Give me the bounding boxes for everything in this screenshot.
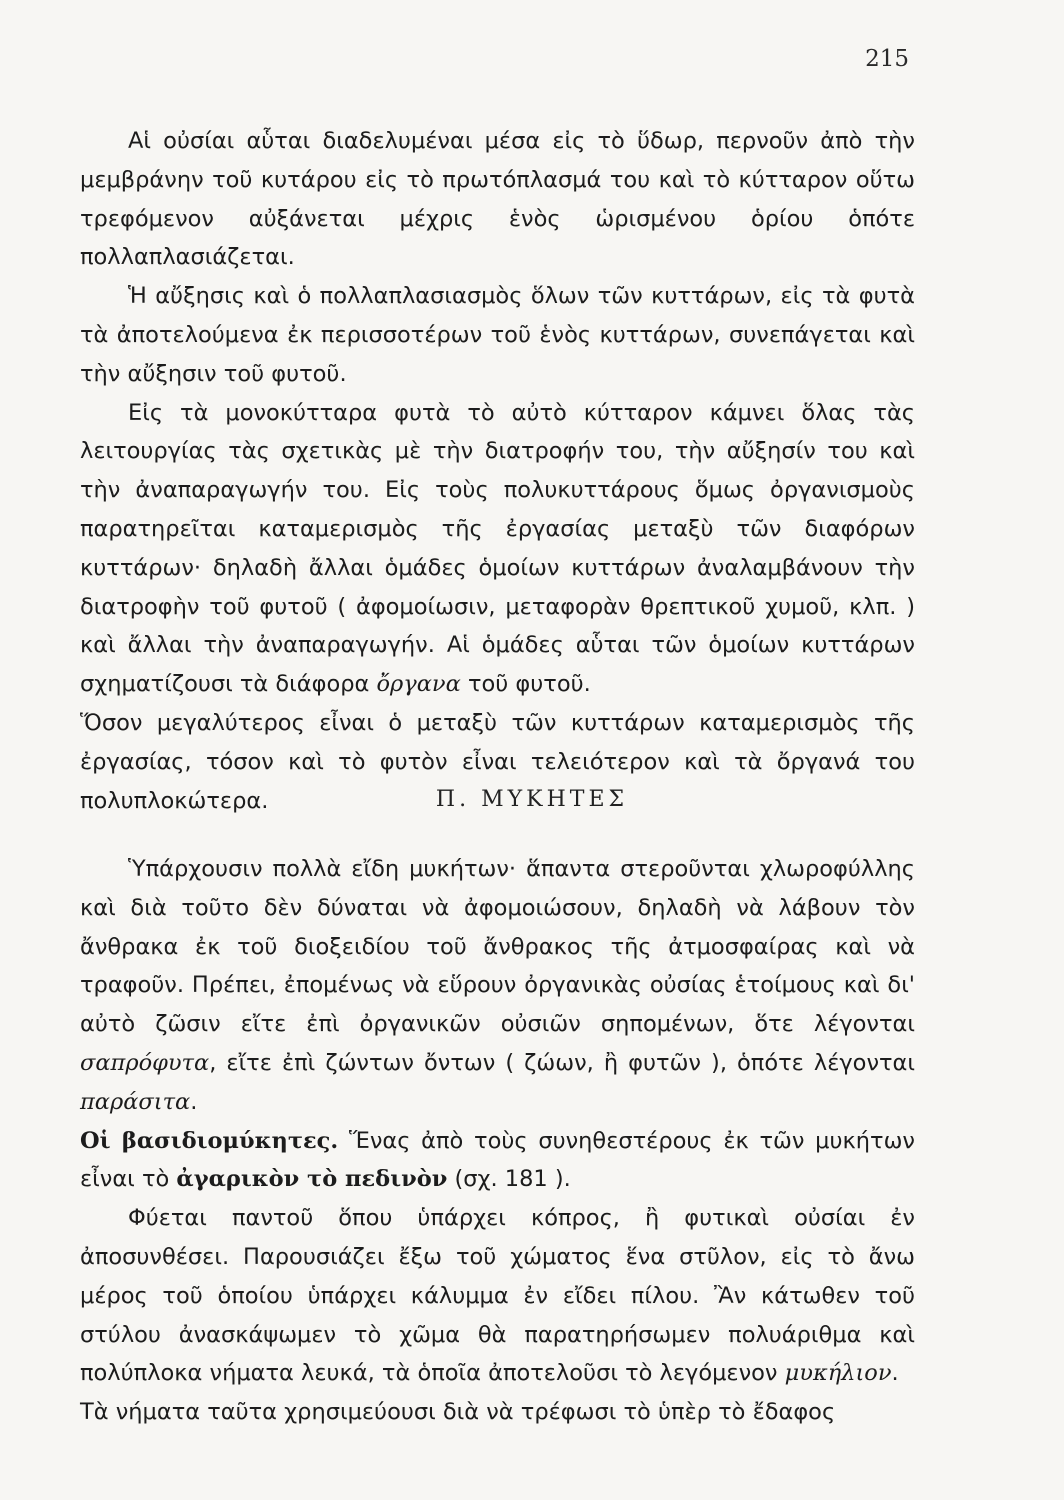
term-mycelium: μυκήλιον	[784, 1360, 892, 1387]
page-number: 215	[865, 46, 909, 72]
text-block-fungi	[80, 850, 915, 1432]
text-run: Ἕνας ἀπὸ τοὺς συνηθεστέρους ἐκ τῶν μυκήτων εἶναι τὸ	[80, 1127, 915, 1193]
text-run: .	[190, 1088, 198, 1115]
term-organs: ὄργανα	[376, 671, 461, 698]
paragraph-threads: Τὰ νήματα ταῦτα χρησιμεύουσι διὰ νὰ τρέφωσι τὸ ὑπὲρ τὸ ἔδαφος	[80, 1399, 836, 1426]
text-run: (σχ. 181 ).	[447, 1166, 571, 1193]
text-run: Ὑπάρχουσιν πολλὰ εἴδη μυκήτων· ἅπαντα στεροῦνται χλωροφύλλης καὶ διὰ τοῦτο δὲν δύναται νὰ ἀφομοιώσουν, δηλαδὴ νὰ λάβουν τὸν ἄνθρακα ἐκ τοῦ διοξειδίου τοῦ ἄνθρακος τῆς ἀτμοσφαίρας καὶ νὰ τραφοῦν. Πρέπει, ἐπομένως νὰ εὕρουν ὀργανικὰς οὐσίας ἑτοίμους καὶ δι' αὐτὸ ζῶσιν εἴτε ἐπὶ ὀργανικῶν οὐσιῶν σηπομένων, ὅτε λέγονται	[80, 856, 915, 1038]
subheading-basidiomycetes: Οἱ βασιδιομύκητες.	[80, 1127, 339, 1154]
text-run: , εἴτε ἐπὶ ζώντων ὄντων ( ζώων, ἢ φυτῶν ), ὁπότε λέγονται	[209, 1049, 915, 1076]
text-run: .	[891, 1360, 899, 1387]
paragraph-complexity: Ὅσον μεγαλύτερος εἶναι ὁ μεταξὺ τῶν κυττάρων καταμερισμὸς τῆς ἐργασίας, τόσον καὶ τὸ φυτὸν εἶναι τελειότερον καὶ τὰ ὄργανά του πολυπλοκώτερα.	[80, 709, 915, 814]
term-parasites: παράσιτα	[80, 1088, 191, 1115]
term-agaricus: ἀγαρικὸν τὸ πεδινὸν	[176, 1166, 448, 1193]
section-heading: Π. ΜΥΚΗΤΕΣ	[435, 787, 629, 812]
paragraph-basidiomycetes	[80, 1122, 915, 1200]
text-run: Εἰς τὰ μονοκύτταρα φυτὰ τὸ αὐτὸ κύτταρον κάμνει ὅλας τὰς λειτουργίας τὰς σχετικὰς μὲ τὴν διατροφήν του, τὴν αὔξησίν του καὶ τὴν ἀναπαραγωγήν του. Εἰς τοὺς πολυκυττάρους ὅμως ὀργανισμοὺς παρατηρεῖται καταμερισμὸς τῆς ἐργασίας μεταξὺ τῶν διαφόρων κυττάρων· δηλαδὴ ἄλλαι ὁμάδες ὁμοίων κυττάρων ἀναλαμβάνουν τὴν διατροφὴν τοῦ φυτοῦ ( ἀφομοίωσιν, μεταφορὰν θρεπτικοῦ χυμοῦ, κλπ. ) καὶ ἄλλαι τὴν ἀναπαραγωγήν. Αἱ ὁμάδες αὗται τῶν ὁμοίων κυττάρων σχηματίζουσι τὰ διάφορα	[80, 399, 915, 698]
paragraph-substances: Αἱ οὐσίαι αὗται διαδελυμέναι μέσα εἰς τὸ ὕδωρ, περνοῦν ἀπὸ τὴν μεμβράνην τοῦ κυτάρου εἰς τὸ πρωτόπλασμά του καὶ τὸ κύτταρον οὕτω τρεφόμενον αὐξάνεται μέχρις ἑνὸς ὡρισμένου ὁρίου ὁπότε πολλαπλασιάζεται.	[80, 128, 915, 271]
text-run: Φύεται παντοῦ ὅπου ὑπάρχει κόπρος, ἢ φυτικαὶ οὐσίαι ἐν ἀποσυνθέσει. Παρουσιάζει ἔξω τοῦ χώματος ἕνα στῦλον, εἰς τὸ ἄνω μέρος τοῦ ὁποίου ὑπάρχει κάλυμμα ἐν εἴδει πίλου. Ἂν κάτωθεν τοῦ στύλου ἀνασκάψωμεν τὸ χῶμα θὰ παρατηρήσωμεν πολυάριθμα καὶ πολύπλοκα νήματα λευκά, τὰ ὁποῖα ἀποτελοῦσι τὸ λεγόμενον	[80, 1205, 915, 1387]
paragraph-growth: Ἡ αὔξησις καὶ ὁ πολλαπλασιασμὸς ὅλων τῶν κυττάρων, εἰς τὰ φυτὰ τὰ ἀποτελούμενα ἐκ περισσοτέρων τοῦ ἑνὸς κυττάρων, συνεπάγεται καὶ τὴν αὔξησιν τοῦ φυτοῦ.	[80, 283, 915, 387]
paragraph-division-of-labour	[80, 394, 915, 704]
paragraph-habitat	[80, 1199, 915, 1393]
term-saprophytes: σαπρόφυτα	[80, 1049, 210, 1076]
text-run: τοῦ φυτοῦ.	[460, 671, 591, 698]
text-block-cells	[80, 122, 915, 820]
paragraph-fungi-intro	[80, 850, 915, 1122]
